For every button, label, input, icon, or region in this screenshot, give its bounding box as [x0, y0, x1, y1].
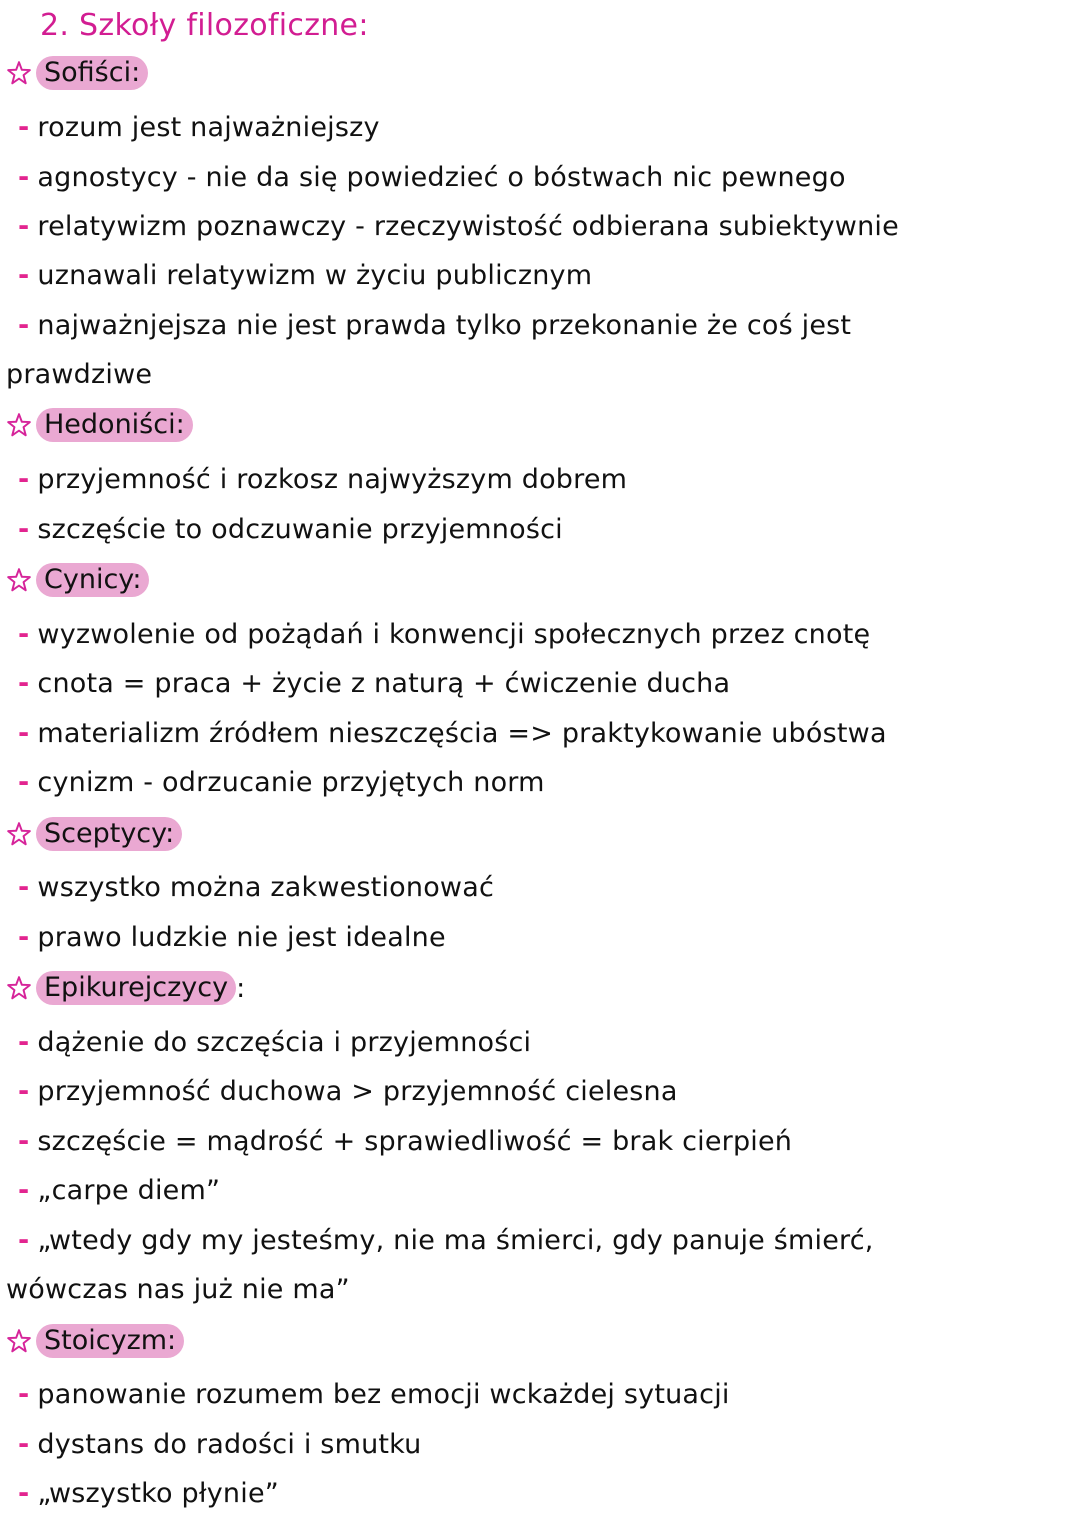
dash-icon: -	[18, 1076, 30, 1107]
dash-icon: -	[18, 1429, 30, 1460]
list-item: - cynizm - odrzucanie przyjętych norm	[18, 767, 545, 798]
list-item: - wyzwolenie od pożądań i konwencji społecznych przez cnotę	[18, 619, 871, 650]
section-heading-epikurejczycy: Epikurejczycy :	[6, 970, 245, 1006]
dash-icon: -	[18, 1027, 30, 1058]
page-title: 2. Szkoły filozoficzne:	[40, 8, 369, 43]
list-item: - wszystko można zakwestionować	[18, 872, 494, 903]
list-item: - rozum jest najważniejszy	[18, 112, 380, 143]
dash-icon: -	[18, 619, 30, 650]
heading-highlight: Hedoniści:	[36, 408, 193, 442]
list-item: - przyjemność duchowa > przyjemność cielesna	[18, 1076, 678, 1107]
star-outline-icon	[6, 1328, 32, 1354]
dash-icon: -	[18, 668, 30, 699]
dash-icon: -	[18, 1175, 30, 1206]
list-item-continuation: prawdziwe	[6, 359, 153, 390]
star-outline-icon	[6, 975, 32, 1001]
section-heading-sofisci	[6, 55, 148, 91]
list-item: - materializm źródłem nieszczęścia => praktykowanie ubóstwa	[18, 718, 887, 749]
dash-icon: -	[18, 1379, 30, 1410]
list-item: - relatywizm poznawczy - rzeczywistość odbierana subiektywnie	[18, 211, 899, 242]
heading-highlight: Cynicy:	[36, 563, 149, 597]
star-outline-icon	[6, 567, 32, 593]
dash-icon: -	[18, 310, 30, 341]
list-item: - dystans do radości i smutku	[18, 1429, 422, 1460]
star-outline-icon	[6, 821, 32, 847]
star-outline-icon	[6, 412, 32, 438]
heading-highlight: Sceptycy:	[36, 817, 182, 851]
dash-icon: -	[18, 1478, 30, 1509]
dash-icon: -	[18, 112, 30, 143]
list-item: - prawo ludzkie nie jest idealne	[18, 922, 446, 953]
list-item: - szczęście = mądrość + sprawiedliwość = brak cierpień	[18, 1126, 793, 1157]
star-outline-icon	[6, 60, 32, 86]
list-item: - „wtedy gdy my jesteśmy, nie ma śmierci, gdy panuje śmierć,	[18, 1225, 874, 1256]
dash-icon: -	[18, 767, 30, 798]
section-heading-cynicy	[6, 562, 149, 598]
list-item: - przyjemność i rozkosz najwyższym dobrem	[18, 464, 628, 495]
list-item: - dążenie do szczęścia i przyjemności	[18, 1027, 532, 1058]
list-item: - „carpe diem”	[18, 1175, 221, 1206]
list-item: - agnostycy - nie da się powiedzieć o bóstwach nic pewnego	[18, 162, 846, 193]
list-item: - cnota = praca + życie z naturą + ćwiczenie ducha	[18, 668, 731, 699]
dash-icon: -	[18, 1225, 30, 1256]
list-item-continuation: wówczas nas już nie ma”	[6, 1274, 350, 1305]
dash-icon: -	[18, 260, 30, 291]
list-item: - „wszystko płynie”	[18, 1478, 279, 1509]
list-item: - najważnjejsza nie jest prawda tylko przekonanie że coś jest	[18, 310, 852, 341]
dash-icon: -	[18, 872, 30, 903]
dash-icon: -	[18, 1126, 30, 1157]
heading-highlight: Epikurejczycy	[36, 971, 236, 1005]
dash-icon: -	[18, 718, 30, 749]
heading-highlight: Stoicyzm:	[36, 1324, 184, 1358]
list-item: - uznawali relatywizm w życiu publicznym	[18, 260, 593, 291]
heading-highlight: Sofiści:	[36, 56, 148, 90]
dash-icon: -	[18, 211, 30, 242]
section-heading-stoicyzm	[6, 1323, 184, 1359]
dash-icon: -	[18, 922, 30, 953]
list-item: - panowanie rozumem bez emocji wckażdej sytuacji	[18, 1379, 730, 1410]
dash-icon: -	[18, 162, 30, 193]
section-heading-hedonisci	[6, 407, 193, 443]
section-heading-sceptycy	[6, 816, 182, 852]
list-item: - szczęście to odczuwanie przyjemności	[18, 514, 563, 545]
dash-icon: -	[18, 514, 30, 545]
dash-icon: -	[18, 464, 30, 495]
